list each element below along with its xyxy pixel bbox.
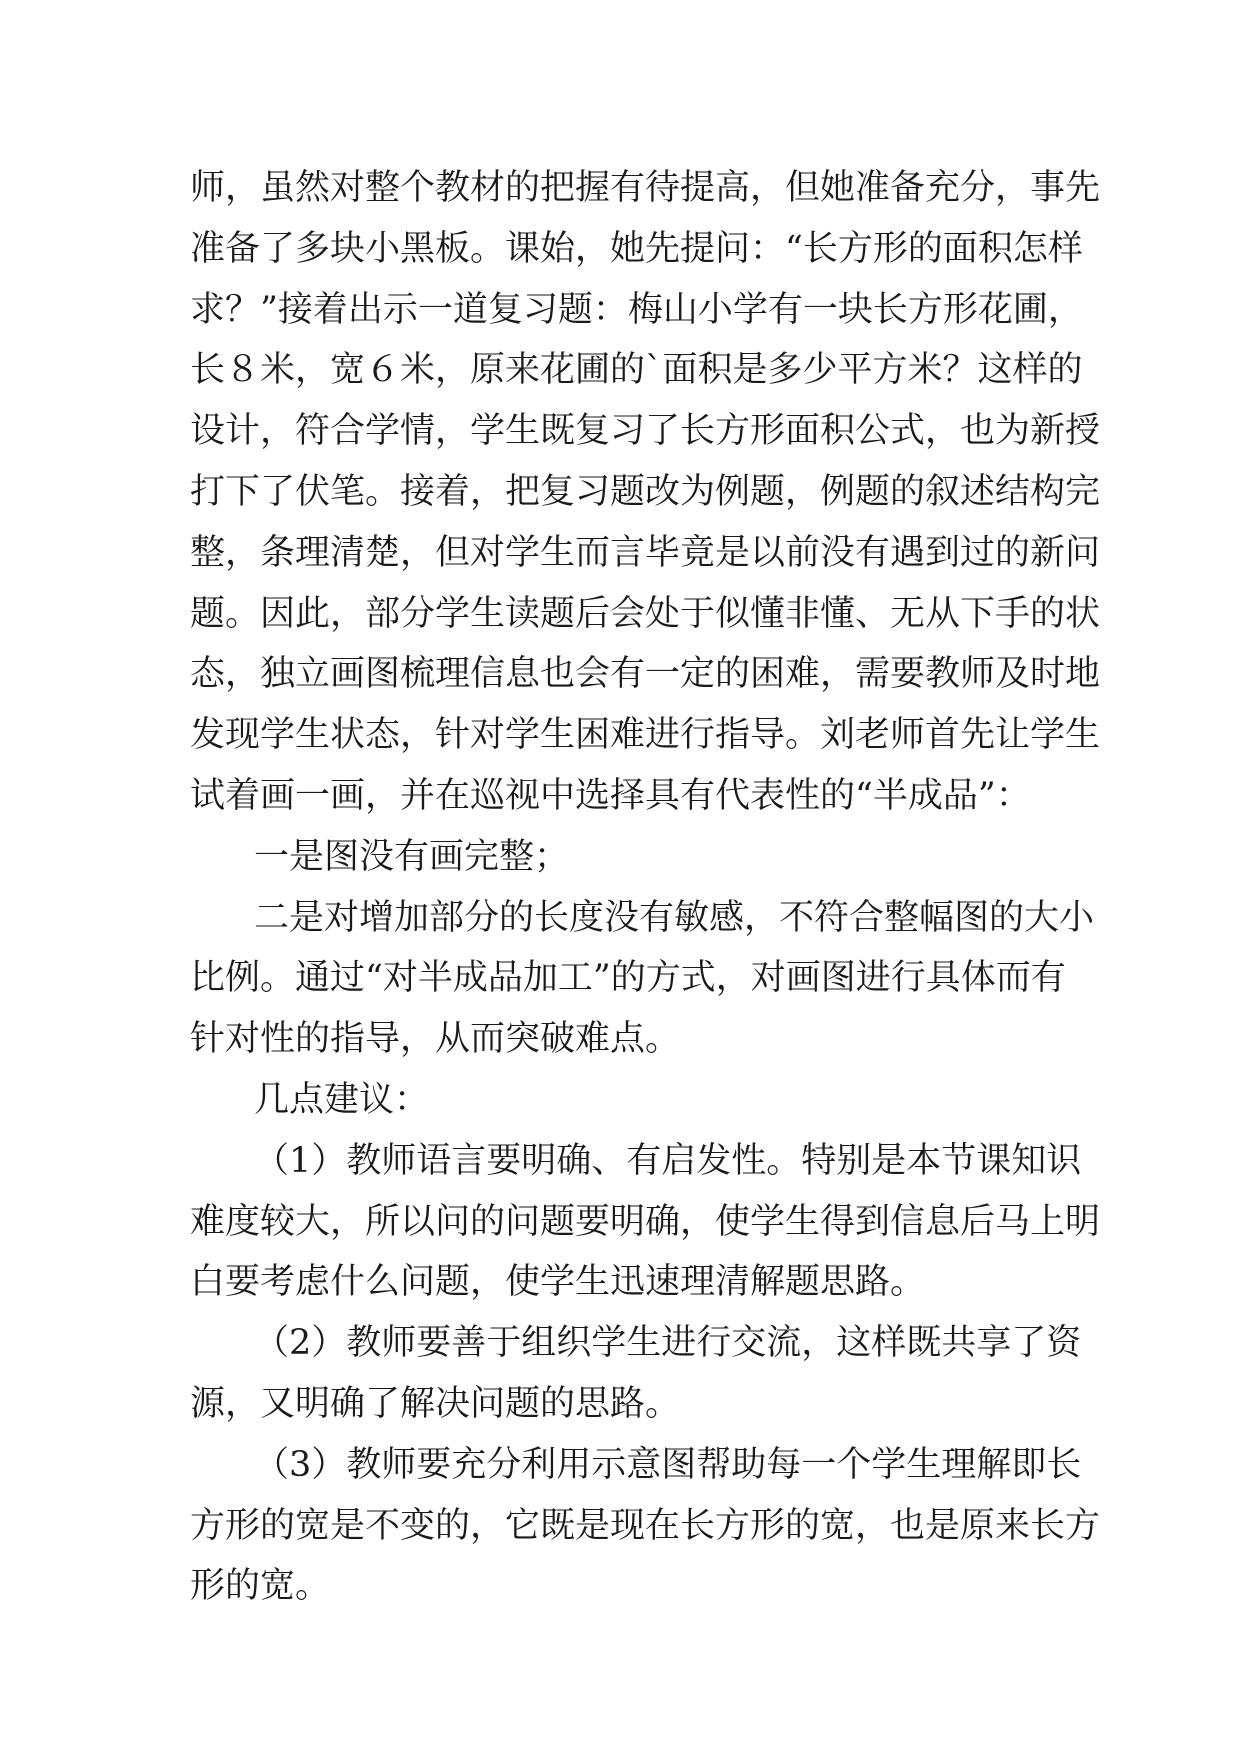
text-line: 二是对增加部分的长度没有敏感，不符合整幅图的大小 — [254, 897, 1095, 938]
paragraph-1 — [190, 158, 1101, 827]
text-line: 源，又明确了解决问题的思路。 — [190, 1383, 681, 1424]
text-line: （1）教师语言要明确、有启发性。特别是本节课知识 — [254, 1140, 1082, 1181]
paragraph-3 — [190, 888, 1095, 1070]
text-line: 白要考虑什么问题，使学生迅速理清解题思路。 — [190, 1262, 926, 1303]
paragraph-7 — [190, 1435, 1101, 1617]
text-line: 比例。通过“对半成品加工”的方式，对画图进行具体而有 — [190, 958, 1066, 999]
text-line: 一是图没有画完整； — [254, 836, 570, 877]
text-line: 态，独立画图梳理信息也会有一定的困难，需要教师及时地 — [190, 654, 1101, 695]
text-line: 几点建议： — [254, 1079, 430, 1120]
text-line: 发现学生状态，针对学生困难进行指导。刘老师首先让学生 — [190, 715, 1101, 756]
text-line: （3）教师要充分利用示意图帮助每一个学生理解即长 — [254, 1444, 1082, 1485]
text-line: 设计，符合学情，学生既复习了长方形面积公式，也为新授 — [190, 411, 1101, 452]
text-line: 求？”接着出示一道复习题：梅山小学有一块长方形花圃， — [190, 289, 1083, 330]
text-line: 长８米，宽６米，原来花圃的`面积是多少平方米？这样的 — [190, 350, 1083, 391]
text-line: 师，虽然对整个教材的把握有待提高，但她准备充分，事先 — [190, 168, 1101, 208]
text-line: 形的宽。 — [190, 1566, 331, 1607]
paragraph-2 — [190, 827, 1050, 888]
text-line: 题。因此，部分学生读题后会处于似懂非懂、无从下手的状 — [190, 593, 1101, 634]
text-line: 针对性的指导，从而突破难点。 — [190, 1019, 681, 1060]
text-line: （2）教师要善于组织学生进行交流，这样既共享了资 — [254, 1323, 1082, 1364]
text-line: 打下了伏笔。接着，把复习题改为例题，例题的叙述结构完 — [190, 471, 1101, 512]
text-line: 整，条理清楚，但对学生而言毕竟是以前没有遇到过的新问 — [190, 532, 1101, 573]
document-body — [190, 158, 1101, 1617]
text-line: 方形的宽是不变的，它既是现在长方形的宽，也是原来长方 — [190, 1505, 1101, 1546]
text-line: 准备了多块小黑板。课始，她先提问：“长方形的面积怎样 — [190, 228, 1083, 269]
paragraph-5 — [190, 1131, 1101, 1313]
paragraph-4 — [190, 1070, 1050, 1131]
paragraph-6 — [190, 1313, 1082, 1435]
text-line: 难度较大，所以问的问题要明确，使学生得到信息后马上明 — [190, 1201, 1101, 1242]
text-line: 试着画一画，并在巡视中选择具有代表性的“半成品”： — [190, 775, 1031, 816]
